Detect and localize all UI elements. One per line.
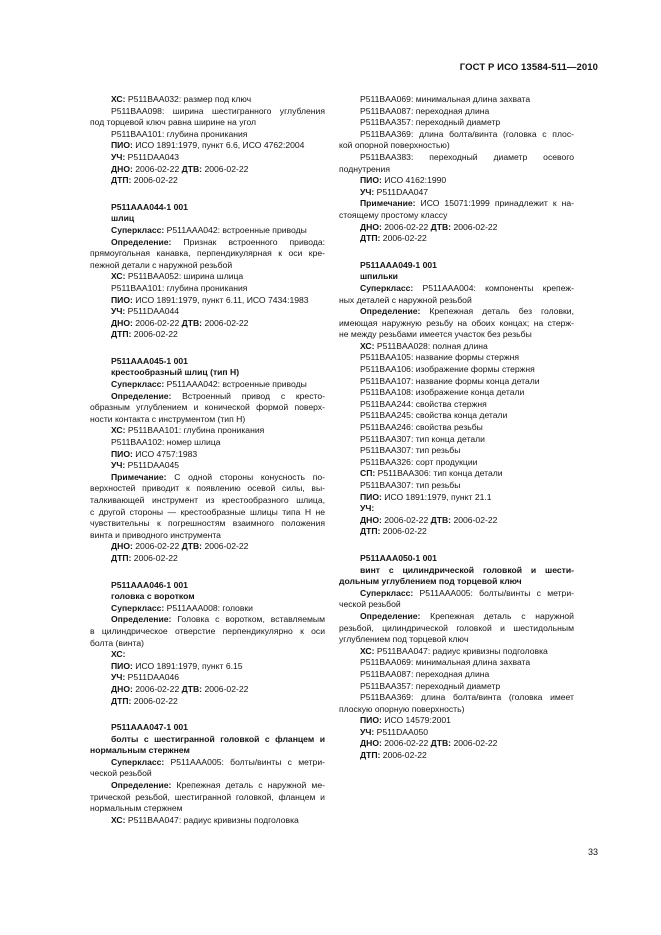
attr-line: Определение: Крепежная деталь с наружной ме-: [111, 780, 325, 791]
attr-line: Суперкласс: P511AAA042: встроенные приводы: [111, 379, 307, 390]
attr-line: Суперкласс: P511AAA005: болты/винты с метри-: [111, 756, 325, 767]
attr-line: ПИО: ИСО 1891:1979, пункт 21.1: [360, 491, 492, 502]
attr-line: СП: P511BAA306: тип конца детали: [360, 468, 503, 479]
entry-name: крестообразный шлиц (тип H): [111, 367, 240, 378]
text-line: P511BAA245: свойства конца детали: [360, 410, 508, 421]
text-line: P511BAA102: номер шлица: [111, 437, 221, 448]
attr-line: Суперкласс: P511AAA004: компоненты крепеж-: [360, 282, 574, 293]
text-line: талкивающей инструмент из крестообразного шлица,: [90, 495, 325, 505]
page-header: ГОСТ Р ИСО 13584-511—2010: [459, 62, 598, 73]
attr-line: Суперкласс: P511AAA008: головки: [111, 602, 253, 613]
entry-id: P511AAA046-1 001: [111, 579, 188, 590]
attr-line: УЧ: P511DAA047: [360, 186, 429, 197]
text-line: P511BAA101: глубина проникания: [111, 128, 248, 139]
text-line: P511BAA087: переходная длина: [360, 105, 490, 116]
entry-id: P511AAA049-1 001: [360, 259, 437, 270]
text-line: в цилиндрическое отверстие перпендикулярно к оси: [90, 625, 325, 636]
attr-line: УЧ: P511DAA046: [111, 672, 180, 683]
left-column: [90, 94, 325, 826]
text-line: винта и приводного инструмента: [90, 529, 221, 540]
date-line: ДНО: 2006-02-22 ДТВ: 2006-02-22: [111, 541, 249, 552]
entry-id: P511AAA044-1 001: [111, 201, 188, 212]
text-line: P511BAA087: переходная длина: [360, 668, 490, 679]
text-line: ческой резьбой: [339, 599, 401, 610]
attr-line: ПИО: ИСО 14579:2001: [360, 715, 451, 726]
entry-name: болты с шестигранной головкой с фланцем и: [111, 733, 325, 744]
entry-id: P511AAA047-1 001: [111, 722, 188, 733]
text-line: P511BAA357: переходный диаметр: [360, 117, 501, 128]
page-number: 33: [587, 847, 598, 857]
attr-line: УЧ:: [360, 503, 375, 514]
attr-line: ХС: P511BAA047: радиус кривизны подголовка: [360, 645, 548, 656]
attr-line: Определение: Встроенный привод с кресто-: [111, 390, 325, 401]
date-line: ДТП: 2006-02-22: [360, 750, 427, 761]
text-line: имеющая наружную резьбу на обоих концах; на стерж-: [339, 317, 574, 328]
text-line: ности контакта с инструментом (тип H): [90, 413, 246, 424]
text-line: P511BAA307: тип конца детали: [360, 433, 485, 444]
text-line: P511BAA246: свойства резьбы: [360, 422, 483, 433]
attr-line: Суперкласс: P511AAA005: болты/винты с метри-: [360, 587, 574, 598]
entry-name: нормальным стержнем: [90, 745, 190, 756]
text-line: кой опорной поверхностью): [339, 140, 450, 151]
text-line: прямоугольная канавка, перпендикулярная к оси кре-: [90, 248, 325, 259]
attr-line: ХС: P511BAA052: ширина шлица: [111, 271, 244, 282]
attr-line: ХС: P511BAA032: размер под ключ: [111, 94, 252, 104]
text-line: P511BAA244: свойства стержня: [360, 398, 487, 409]
attr-line: УЧ: P511DAA050: [360, 726, 429, 737]
text-line: P511BAA369: длина болта/винта (головка с плос-: [360, 128, 574, 139]
date-line: ДТП: 2006-02-22: [111, 695, 178, 706]
attr-line: УЧ: P511DAA044: [111, 306, 180, 317]
text-line: нормальным стержнем: [90, 803, 183, 814]
attr-line: УЧ: P511DAA043: [111, 151, 180, 162]
text-line: P511BAA307: тип резьбы: [360, 445, 461, 456]
text-line: P511BAA098: ширина шестигранного углубления: [111, 105, 325, 116]
entry-name: дольным углублением под торцевой ключ: [339, 576, 522, 587]
text-line: ных деталей с наружной резьбой: [339, 294, 472, 305]
text-line: P511BAA101: глубина проникания: [111, 282, 248, 293]
entry-name: шлиц: [111, 213, 135, 224]
text-line: P511BAA326: сорт продукции: [360, 456, 478, 467]
attr-line: УЧ: P511DAA045: [111, 460, 180, 471]
text-line: ческой резьбой: [90, 768, 152, 779]
attr-line: ХС: P511BAA101: глубина проникания: [111, 425, 265, 436]
date-line: ДТП: 2006-02-22: [360, 526, 427, 537]
text-line: чувствительны к погрешностям взаимного положения: [90, 518, 325, 529]
text-line: P511BAA069: минимальная длина захвата: [360, 94, 531, 104]
text-line: P511BAA105: название формы стержня: [360, 352, 520, 363]
date-line: ДНО: 2006-02-22 ДТВ: 2006-02-22: [111, 683, 249, 694]
date-line: ДТП: 2006-02-22: [111, 175, 178, 186]
date-line: ДНО: 2006-02-22 ДТВ: 2006-02-22: [360, 738, 498, 749]
text-line: P511BAA369: длина болта/винта (головка имеет: [360, 692, 574, 703]
attr-line: ПИО: ИСО 1891:1979, пункт 6.11, ИСО 7434:1983: [111, 294, 309, 305]
text-line: стоящему простому классу: [339, 209, 448, 220]
attr-line: ХС:: [111, 649, 126, 660]
note-line: Примечание: С одной стороны конусность по-: [111, 471, 325, 482]
text-line: P511BAA069: минимальная длина захвата: [360, 657, 531, 668]
text-line: P511BAA307: тип резьбы: [360, 480, 461, 490]
text-line: P511BAA383: переходный диаметр осевого: [360, 151, 574, 162]
text-line: резьбой, цилиндрической головкой и шестидольным: [339, 622, 574, 633]
attr-line: Суперкласс: P511AAA042: встроенные приводы: [111, 224, 307, 235]
attr-line: Определение: Крепежная деталь с наружной: [360, 610, 574, 621]
entry-id: P511AAA050-1 001: [360, 552, 437, 563]
attr-line: ПИО: ИСО 4162:1990: [360, 175, 447, 186]
attr-line: ПИО: ИСО 4757:1983: [111, 448, 198, 459]
text-line: углублением под торцевой ключ: [339, 634, 469, 645]
text-line: с другой стороны — крестообразные шлицы типа H не: [90, 506, 325, 517]
text-line: P511BAA357: переходный диаметр: [360, 680, 501, 691]
attr-line: Определение: Головка с воротком, вставляемым: [111, 614, 325, 625]
text-line: плоскую опорную поверхность): [339, 703, 465, 714]
text-line: образным углублением и конической формой поверх-: [90, 402, 325, 413]
entry-id: P511AAA045-1 001: [111, 355, 188, 366]
text-line: под торцевой ключ равна ширине на угол: [90, 117, 257, 128]
text-line: поднутрения: [339, 163, 390, 174]
entry-name: винт с цилиндрической головкой и шести-: [360, 564, 574, 575]
attr-line: ПИО: ИСО 1891:1979, пункт 6.15: [111, 660, 243, 671]
text-line: верхностей приводит к появлению осевой силы, вы-: [90, 483, 325, 494]
date-line: ДТП: 2006-02-22: [360, 233, 427, 244]
date-line: ДНО: 2006-02-22 ДТВ: 2006-02-22: [111, 317, 249, 328]
entry-name: головка с воротком: [111, 591, 195, 602]
text-line: болта (винта): [90, 637, 144, 648]
right-column: [339, 94, 574, 762]
date-line: ДНО: 2006-02-22 ДТВ: 2006-02-22: [360, 221, 498, 232]
attr-line: Определение: Признак встроенного привода:: [111, 236, 325, 247]
attr-line: ХС: P511BAA028: полная длина: [360, 340, 488, 351]
text-line: не между резьбами имеется участок без резьбы: [339, 329, 532, 340]
text-line: P511BAA106: изображение формы стержня: [360, 364, 535, 375]
text-line: P511BAA107: название формы конца детали: [360, 375, 540, 386]
date-line: ДТП: 2006-02-22: [111, 552, 178, 563]
text-line: пежной детали с наружной резьбой: [90, 259, 233, 270]
text-line: P511BAA108: изображение конца детали: [360, 387, 525, 398]
attr-line: Определение: Крепежная деталь без головки,: [360, 306, 574, 317]
attr-line: ПИО: ИСО 1891:1979, пункт 6.6, ИСО 4762:2004: [111, 140, 305, 151]
attr-line: ХС: P511BAA047: радиус кривизны подголовка: [111, 814, 299, 825]
date-line: ДТП: 2006-02-22: [111, 329, 178, 340]
note-line: Примечание: ИСО 15071:1999 принадлежит к на-: [360, 198, 574, 209]
text-line: трической резьбой, шестигранной головкой, фланцем и: [90, 791, 325, 802]
date-line: ДНО: 2006-02-22 ДТВ: 2006-02-22: [360, 514, 498, 525]
date-line: ДНО: 2006-02-22 ДТВ: 2006-02-22: [111, 163, 249, 174]
entry-name: шпильки: [360, 271, 398, 282]
